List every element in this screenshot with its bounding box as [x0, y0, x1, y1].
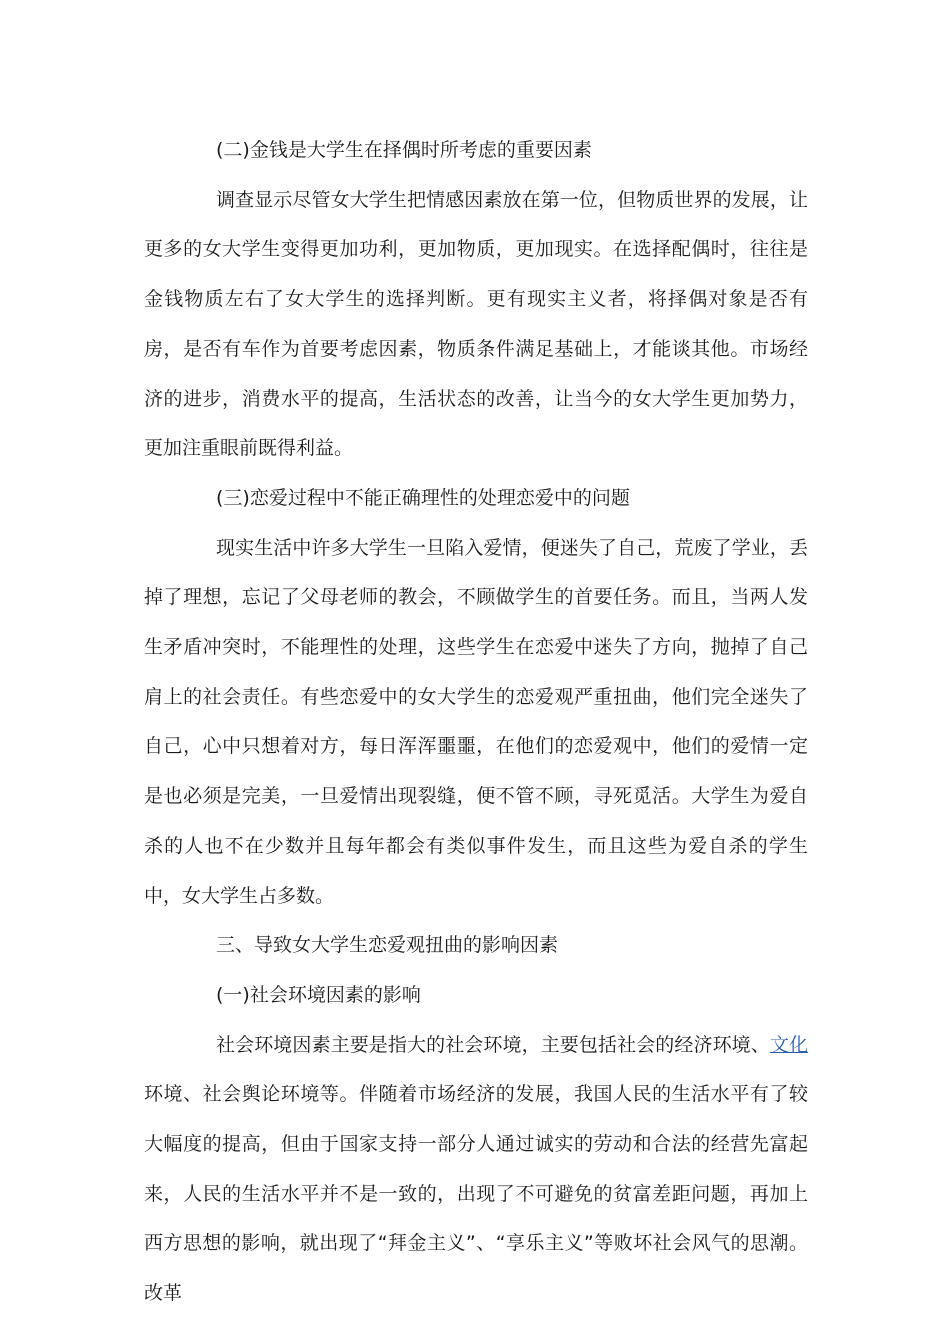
paragraph-love-process: 现实生活中许多大学生一旦陷入爱情，便迷失了自己，荒废了学业，丢掉了理想，忘记了父母老师的教会，不顾做学生的首要任务。而且，当两人发生矛盾冲突时，不能理性的处理，这些学生在恋爱中迷失了方向，抛掉了自己肩上的社会责任。有些恋爱中的女大学生的恋爱观严重扭曲，他们完全迷失了自己，心中只想着对方，每日浑浑噩噩，在他们的恋爱观中，他们的爱情一定是也必须是完美，一旦爱情出现裂缝，便不管不顾，寻死觅活。大学生为爱自杀的人也不在少数并且每年都会有类似事件发生，而且这些为爱自杀的学生中，女大学生占多数。	[144, 536, 808, 907]
section-heading-money: (二)金钱是大学生在择偶时所考虑的重要因素	[216, 139, 592, 161]
chapter-heading-factors: 三、导致女大学生恋爱观扭曲的影响因素	[216, 934, 559, 957]
sub-heading-social-environment: (一)社会环境因素的影响	[216, 983, 421, 1006]
paragraph-social-environment	[144, 1021, 808, 1319]
document-body	[144, 126, 808, 1319]
paragraph-text-before-link: 社会环境因素主要是指大的社会环境，主要包括社会的经济环境、	[216, 1033, 770, 1056]
paragraph-money: 调查显示尽管女大学生把情感因素放在第一位，但物质世界的发展，让更多的女大学生变得更加功利，更加物质，更加现实。在选择配偶时，往往是金钱物质左右了女大学生的选择判断。更有现实主义者，将择偶对象是否有房，是否有车作为首要考虑因素，物质条件满足基础上，才能谈其他。市场经济的进步，消费水平的提高，生活状态的改善，让当今的女大学生更加势力，更加注重眼前既得利益。	[144, 188, 808, 460]
section-heading-love-process: (三)恋爱过程中不能正确理性的处理恋爱中的问题	[216, 486, 630, 509]
paragraph-text-after-link: 环境、社会舆论环境等。伴随着市场经济的发展，我国人民的生活水平有了较大幅度的提高，但由于国家支持一部分人通过诚实的劳动和合法的经营先富起来，人民的生活水平并不是一致的，出现了不可避免的贫富差距问题，再加上西方思想的影响，就出现了“拜金主义”、“享乐主义”等败坏社会风气的思潮。改革	[144, 1083, 808, 1305]
culture-link[interactable]: 文化	[769, 1033, 808, 1056]
